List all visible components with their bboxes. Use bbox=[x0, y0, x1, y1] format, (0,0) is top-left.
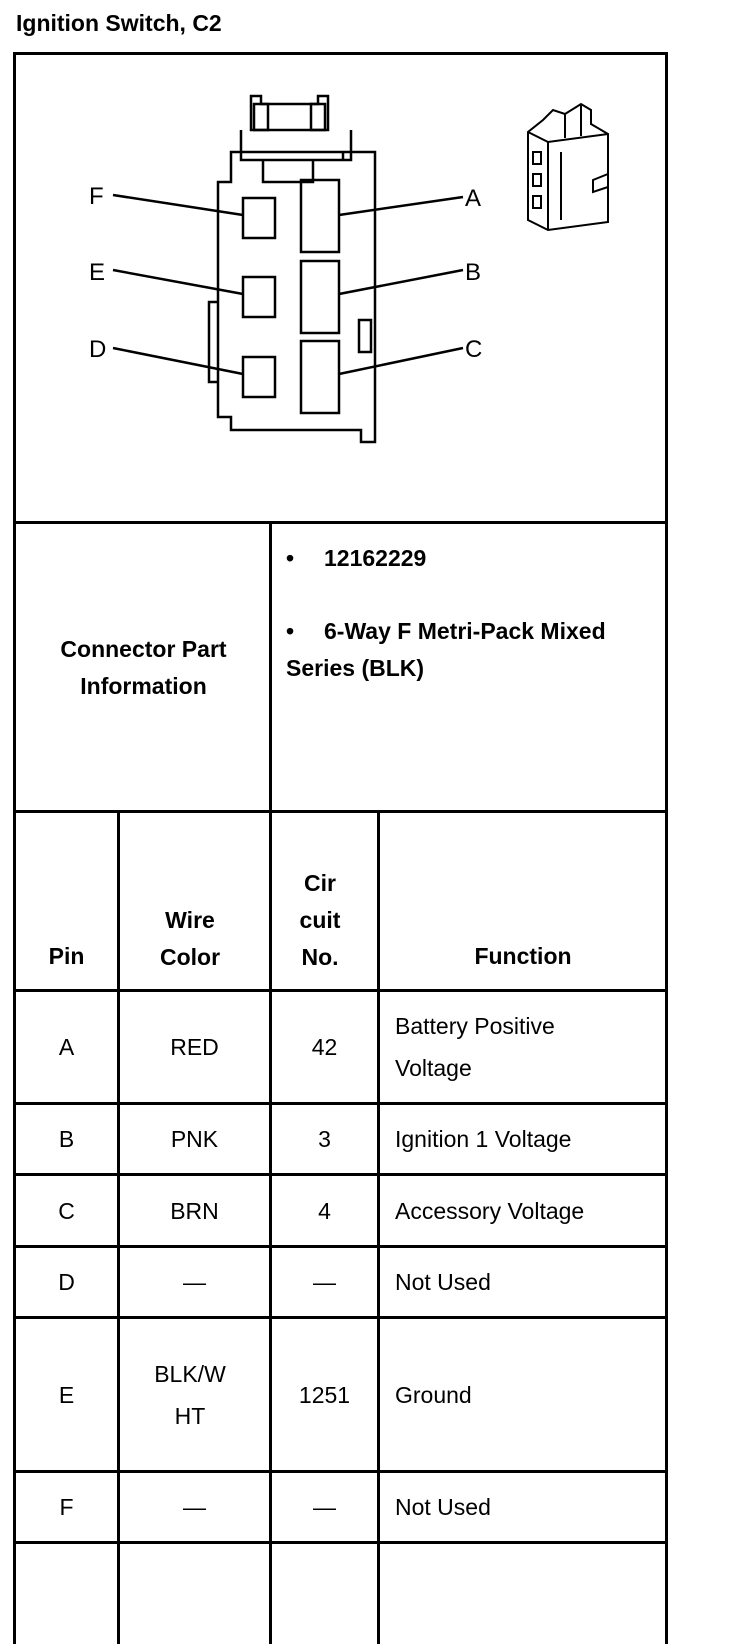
connector-face-drawing bbox=[13, 52, 668, 522]
pin-label-a: A bbox=[465, 185, 482, 212]
pin-label-b: B bbox=[465, 259, 482, 286]
connector-info-list bbox=[286, 540, 666, 723]
table-cell-pin: C bbox=[58, 1197, 75, 1224]
page-title: Ignition Switch, C2 bbox=[16, 10, 222, 36]
connector-info-item: • 12162229 bbox=[286, 545, 427, 571]
table-cell-pin: D bbox=[58, 1269, 75, 1295]
table-cell-circuit: 4 bbox=[318, 1197, 331, 1224]
connector-3d-icon bbox=[528, 104, 608, 230]
table-cell-pin: A bbox=[58, 1034, 75, 1060]
pin-label-f: F bbox=[89, 183, 104, 210]
table-cell-circuit: 42 bbox=[311, 1034, 338, 1060]
table-cell-function: Not Used bbox=[395, 1494, 491, 1520]
connector-diagram bbox=[13, 52, 668, 522]
table-cell-circuit: — bbox=[313, 1494, 336, 1520]
divider bbox=[377, 810, 380, 1644]
table-cell-circuit: — bbox=[313, 1269, 336, 1295]
table-cell-wire-color: — bbox=[183, 1494, 206, 1520]
header-circuit-no: Cir cuit No. bbox=[299, 870, 341, 970]
header-wire-color: Wire Color bbox=[159, 907, 221, 970]
table-cell-wire-color: BLK/W HT bbox=[154, 1360, 226, 1429]
table-cell-circuit: 1251 bbox=[298, 1381, 351, 1408]
table-cell-pin: E bbox=[58, 1381, 75, 1408]
divider bbox=[13, 1541, 668, 1544]
table-cell-wire-color: PNK bbox=[170, 1126, 219, 1152]
header-function: Function bbox=[474, 943, 572, 969]
header-pin: Pin bbox=[48, 943, 85, 969]
pin-label-c: C bbox=[465, 336, 483, 363]
pin-label-d: D bbox=[89, 336, 107, 363]
table-cell-circuit: 3 bbox=[318, 1126, 331, 1152]
table-cell-function: Ground bbox=[395, 1381, 472, 1408]
table-cell-function: Not Used bbox=[395, 1269, 491, 1295]
table-cell-function: Battery Positive Voltage bbox=[395, 1013, 555, 1081]
table-cell-wire-color: RED bbox=[170, 1034, 219, 1060]
table-cell-function: Ignition 1 Voltage bbox=[395, 1126, 572, 1152]
pin-label-e: E bbox=[89, 259, 106, 286]
connector-info-item: • 6-Way F Metri-Pack Mixed Series (BLK) bbox=[286, 618, 606, 681]
table-cell-wire-color: — bbox=[183, 1269, 206, 1295]
table-cell-pin: B bbox=[58, 1126, 75, 1152]
table-cell-pin: F bbox=[59, 1494, 74, 1520]
table-cell-function: Accessory Voltage bbox=[395, 1197, 585, 1224]
table-cell-wire-color: BRN bbox=[170, 1197, 219, 1224]
connector-info-label: Connector Part Information bbox=[60, 636, 227, 699]
